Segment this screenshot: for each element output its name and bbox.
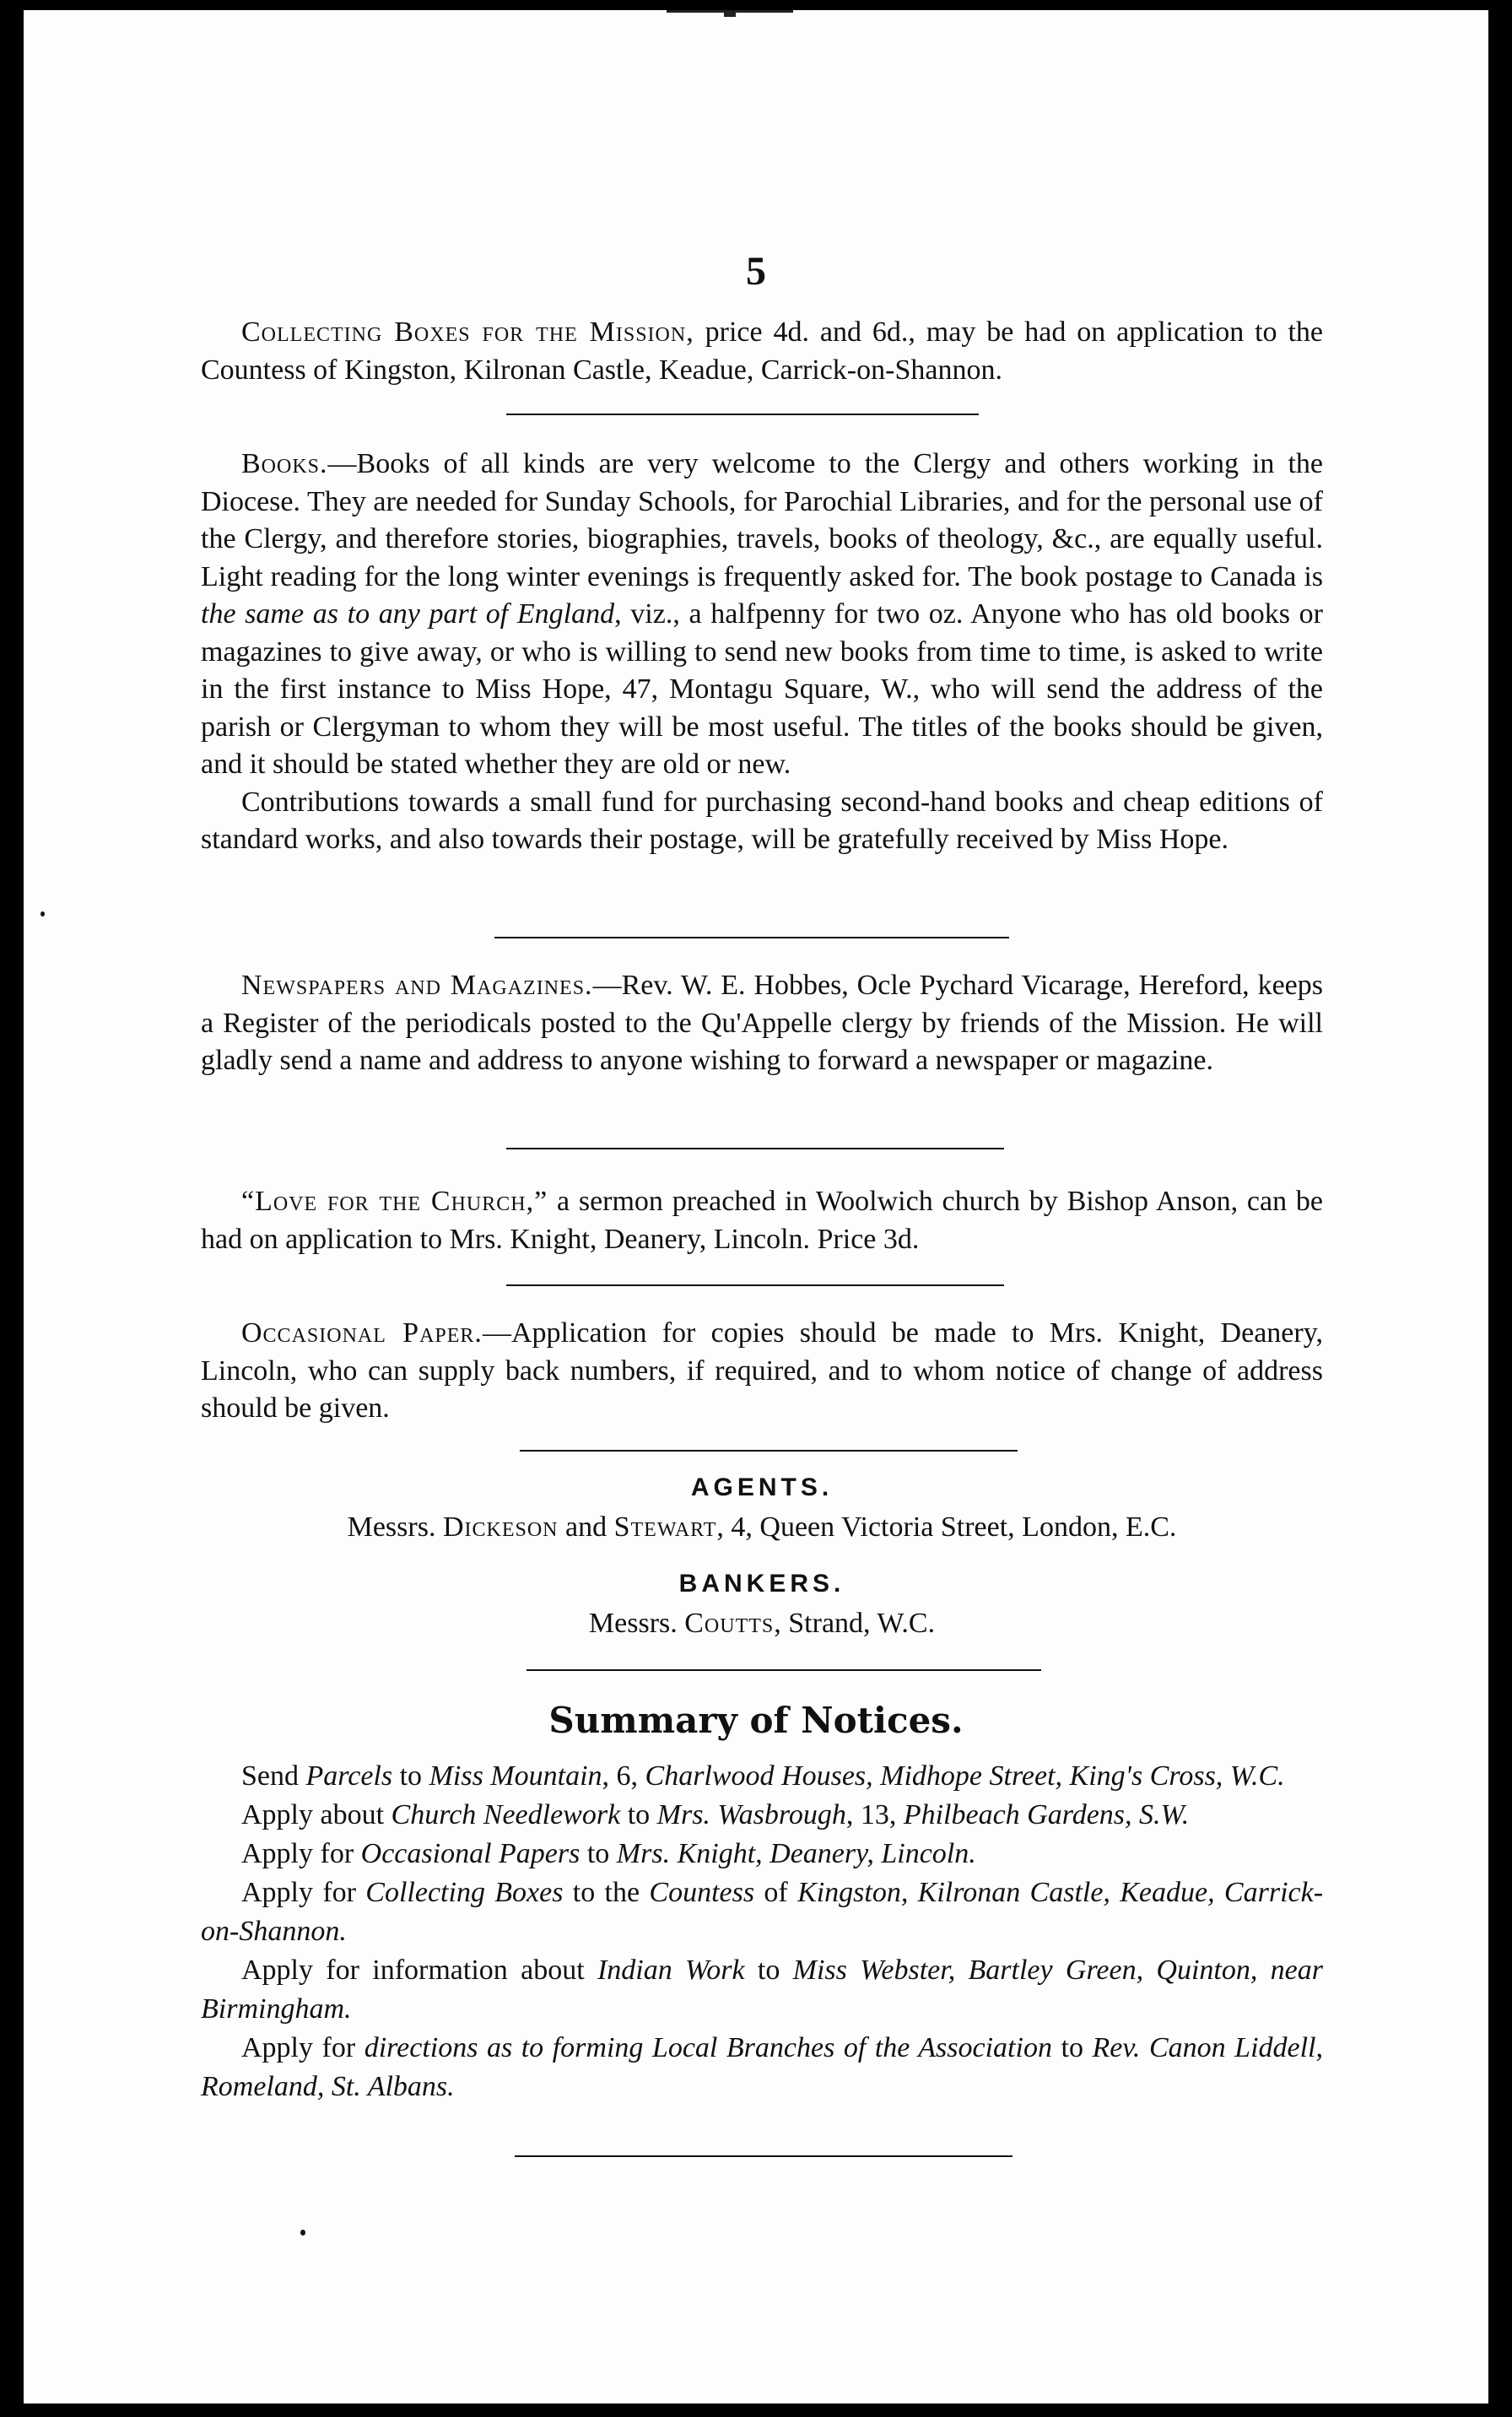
agents-heading (201, 1468, 1323, 1506)
summary-italic: Kingston, Kilronan Castle, Keadue, Carrick-on-Shannon. (201, 1877, 1324, 1947)
agents-mid: and (558, 1511, 614, 1543)
summary-italic: Mrs. Wasbrough (656, 1799, 846, 1830)
newspapers-lead: Newspapers and Magazines. (241, 970, 593, 1001)
agents-post: , 4, Queen Victoria Street, London, E.C. (716, 1511, 1177, 1543)
newspapers-notice (201, 967, 1323, 1080)
books-text-a: —Books of all kinds are very welcome to the Clergy and others working in the Diocese. They are needed for Sunday Schools, for Parochial Libraries, and for the personal use of the Clergy, and therefore stories, biographies, travels, books of theology, &c., are equally useful. Light reading for the long winter evenings is frequently asked for. The book postage to Canada is (201, 448, 1323, 592)
divider (506, 1284, 1004, 1286)
summary-italic: Rev. Canon Liddell, Romeland, St. Albans. (201, 2032, 1323, 2102)
divider (515, 2155, 1012, 2157)
summary-item (201, 2029, 1323, 2106)
summary-italic: Miss Webster, Bartley Green, Quinton, near Birmingham. (201, 1955, 1323, 2025)
summary-italic: Charlwood Houses, Midhope Street, King's Cross, W.C. (645, 1760, 1285, 1792)
divider (506, 414, 979, 415)
agents-address (201, 1509, 1323, 1546)
summary-text: to (580, 1838, 617, 1869)
divider (506, 1148, 1004, 1149)
summary-italic: directions as to forming Local Branches of the Association (364, 2032, 1052, 2063)
divider (494, 937, 1009, 938)
summary-list (201, 1757, 1323, 2106)
summary-italic: Countess (649, 1877, 755, 1908)
agents-name-2: Stewart (613, 1511, 717, 1543)
summary-text: Apply for (241, 1877, 366, 1908)
collecting-text: price 4d. and 6d., may be had on application to the Countess of Kingston, Kilronan Castle, Keadue, Carrick-on-Shannon. (201, 316, 1323, 386)
occasional-text: —Application for copies should be made to Mrs. Knight, Deanery, Lincoln, who can supply back numbers, if required, and to whom notice of change of address should be given. (201, 1317, 1323, 1424)
summary-text: , 6, (602, 1760, 645, 1792)
summary-italic: Collecting Boxes (365, 1877, 564, 1908)
bankers-heading (201, 1565, 1323, 1603)
summary-item (201, 1874, 1323, 1951)
summary-italic: Indian Work (597, 1955, 745, 1986)
summary-item (201, 1835, 1323, 1874)
summary-item (201, 1796, 1323, 1835)
summary-item (201, 1757, 1323, 1796)
ink-speck (300, 2230, 305, 2236)
summary-text: Apply for (241, 2032, 364, 2063)
books-notice (201, 446, 1323, 859)
summary-italic: Church Needlework (391, 1799, 621, 1830)
summary-text: , 13, (845, 1799, 904, 1830)
summary-italic: Philbeach Gardens, S.W. (903, 1799, 1190, 1830)
newspapers-text: —Rev. W. E. Hobbes, Ocle Pychard Vicarage, Hereford, keeps a Register of the periodicals posted to the Qu'Appelle clergy by friends of the Mission. He will gladly send a name and address to anyone wishing to forward a newspaper or magazine. (201, 970, 1323, 1076)
sermon-lead: “Love for the Church,” (241, 1186, 548, 1217)
summary-text: of (754, 1877, 798, 1908)
collecting-lead: Collecting Boxes for the Mission, (241, 316, 694, 348)
books-contributions: Contributions towards a small fund for purchasing second-hand books and cheap editions of standard works, and also towards their postage, will be gratefully received by Miss Hope. (201, 786, 1323, 855)
summary-text: to (392, 1760, 429, 1792)
summary-item (201, 1951, 1323, 2029)
divider (526, 1669, 1041, 1671)
sermon-text: a sermon preached in Woolwich church by Bishop Anson, can be had on application to Mrs. Knight, Deanery, Lincoln. Price 3d. (201, 1186, 1323, 1255)
summary-italic: Miss Mountain (429, 1760, 602, 1792)
sermon-notice (201, 1183, 1323, 1258)
summary-italic: Parcels (305, 1760, 393, 1792)
agents-title: AGENTS. (690, 1473, 834, 1501)
summary-text: to (620, 1799, 657, 1830)
summary-italic: Occasional Papers (360, 1838, 580, 1869)
page-number: 5 (746, 249, 766, 294)
books-lead: Books. (241, 448, 328, 479)
bankers-name: Coutts (684, 1608, 775, 1639)
bankers-title: BANKERS. (678, 1570, 845, 1598)
books-italic: the same as to any part of England (201, 598, 615, 630)
summary-text: Apply for information about (241, 1955, 597, 1986)
summary-text: Apply about (241, 1799, 392, 1830)
collecting-boxes-notice (201, 314, 1323, 389)
agents-name-1: Dickeson (442, 1511, 559, 1543)
summary-text: Send (241, 1760, 306, 1792)
bankers-address (201, 1605, 1323, 1642)
page (24, 10, 1488, 2403)
divider (520, 1450, 1018, 1452)
summary-text: Apply for (241, 1838, 361, 1869)
agents-pre: Messrs. (347, 1511, 443, 1543)
summary-italic: Mrs. Knight, Deanery, Lincoln. (616, 1838, 976, 1869)
summary-text: to (744, 1955, 793, 1986)
summary-title: Summary of Notices. (548, 1700, 964, 1741)
summary-text: to the (563, 1877, 650, 1908)
ink-speck (40, 911, 45, 917)
summary-text: to (1051, 2032, 1093, 2063)
books-text-b: , viz., a halfpenny for two oz. Anyone who has old books or magazines to give away, or who is willing to send new books from time to time, is asked to write in the first instance to Miss Hope, 47, Montagu Square, W., who will send the address of the parish or Clergyman to whom they will be most useful. The titles of the books should be given, and it should be stated whether they are old or new. (201, 598, 1323, 780)
bankers-pre: Messrs. (588, 1608, 685, 1639)
binding-mark (667, 10, 793, 17)
occasional-lead: Occasional Paper. (241, 1317, 483, 1349)
occasional-paper-notice (201, 1315, 1323, 1428)
bankers-post: , Strand, W.C. (774, 1608, 936, 1639)
